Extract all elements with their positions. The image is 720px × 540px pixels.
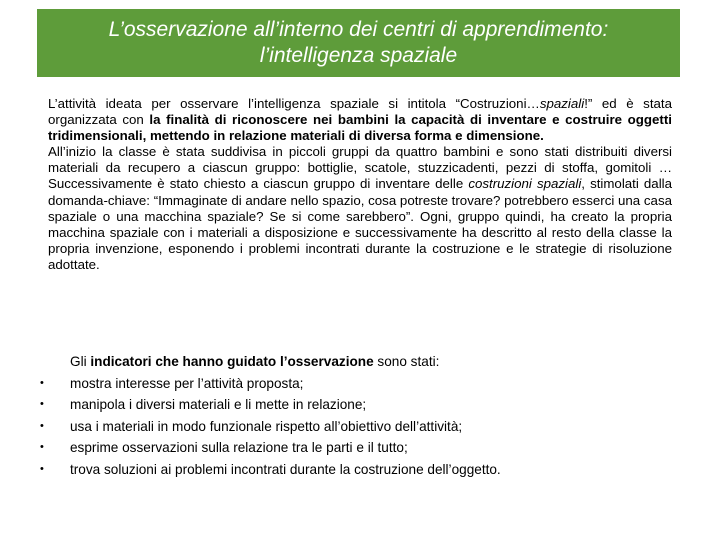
bullet-icon: •: [40, 419, 44, 432]
paragraph-1-italic: spaziali: [539, 96, 585, 111]
list-item: [40, 416, 680, 438]
activity-description: [48, 96, 672, 273]
list-item: [40, 394, 680, 416]
paragraph-1-bold: la finalità di riconoscere nei bambini la capacità di inventare e costruire oggetti tridimensionali, mettendo in relazione materiali di diversa forma e dimensione.: [48, 112, 672, 144]
indicator-text: manipola i diversi materiali e li mette in relazione;: [70, 397, 367, 412]
slide-title-line-1: L’osservazione all’interno dei centri di apprendimento:: [108, 18, 609, 41]
indicators-intro-bold: indicatori che hanno guidato l’osservazione: [90, 354, 374, 369]
paragraph-1-text-a: L’attività ideata per osservare l’intelligenza spaziale si intitola “Costruzioni…: [48, 96, 540, 111]
paragraph-2-italic: costruzioni spaziali: [468, 176, 582, 192]
bullet-icon: •: [40, 462, 44, 475]
bullet-icon: •: [40, 398, 44, 410]
list-item: [40, 373, 680, 395]
slide-title-line-2: l’intelligenza spaziale: [259, 44, 458, 67]
bullet-icon: •: [40, 376, 44, 389]
indicators-intro: [70, 351, 680, 373]
paragraph-activity-procedure: [48, 144, 672, 273]
paragraph-1-text-end: !” ed è stata organizzata con: [48, 96, 672, 128]
list-item: [40, 437, 680, 459]
indicators-intro-b: sono stati:: [373, 354, 440, 369]
bullet-icon: •: [40, 441, 44, 453]
paragraph-2-text-b: , stimolati dalla domanda-chiave: “Immaginate di andare nello spazio, cosa potreste trovare? potrebbero esserci una casa spaziale o una macchina spaziale? Se si come sarebbero”. Ogni, gruppo quindi, ha creato la propria macchina spaziale con i materiali a disposizione e successivamente ha descritto al resto della classe la propria invenzione, esponendo i problemi incontrati durante la costruzione e le strategie di risoluzione adottate.: [48, 176, 672, 272]
indicators-section: [40, 351, 680, 480]
paragraph-activity-purpose: [48, 96, 672, 144]
indicator-text: usa i materiali in modo funzionale rispetto all’obiettivo dell’attività;: [70, 418, 463, 434]
indicator-text: trova soluzioni ai problemi incontrati durante la costruzione dell’oggetto.: [70, 461, 501, 477]
list-item: [40, 459, 680, 481]
indicator-text: esprime osservazioni sulla relazione tra le parti e il tutto;: [70, 440, 408, 455]
indicators-intro-a: Gli: [70, 354, 91, 369]
indicators-list: [40, 373, 680, 481]
slide-title: [37, 9, 680, 77]
paragraph-2-text-a: All’inizio la classe è stata suddivisa in piccoli gruppi da quattro bambini e sono stati distribuiti diversi materiali da recupero a ciascun gruppo: bottiglie, scatole, stuzzicadenti, pezzi di stoffa, gomitoli …Successivamente è stato chiesto a ciascun gruppo di inventare delle: [48, 144, 672, 192]
indicator-text: mostra interesse per l’attività proposta;: [70, 375, 304, 391]
